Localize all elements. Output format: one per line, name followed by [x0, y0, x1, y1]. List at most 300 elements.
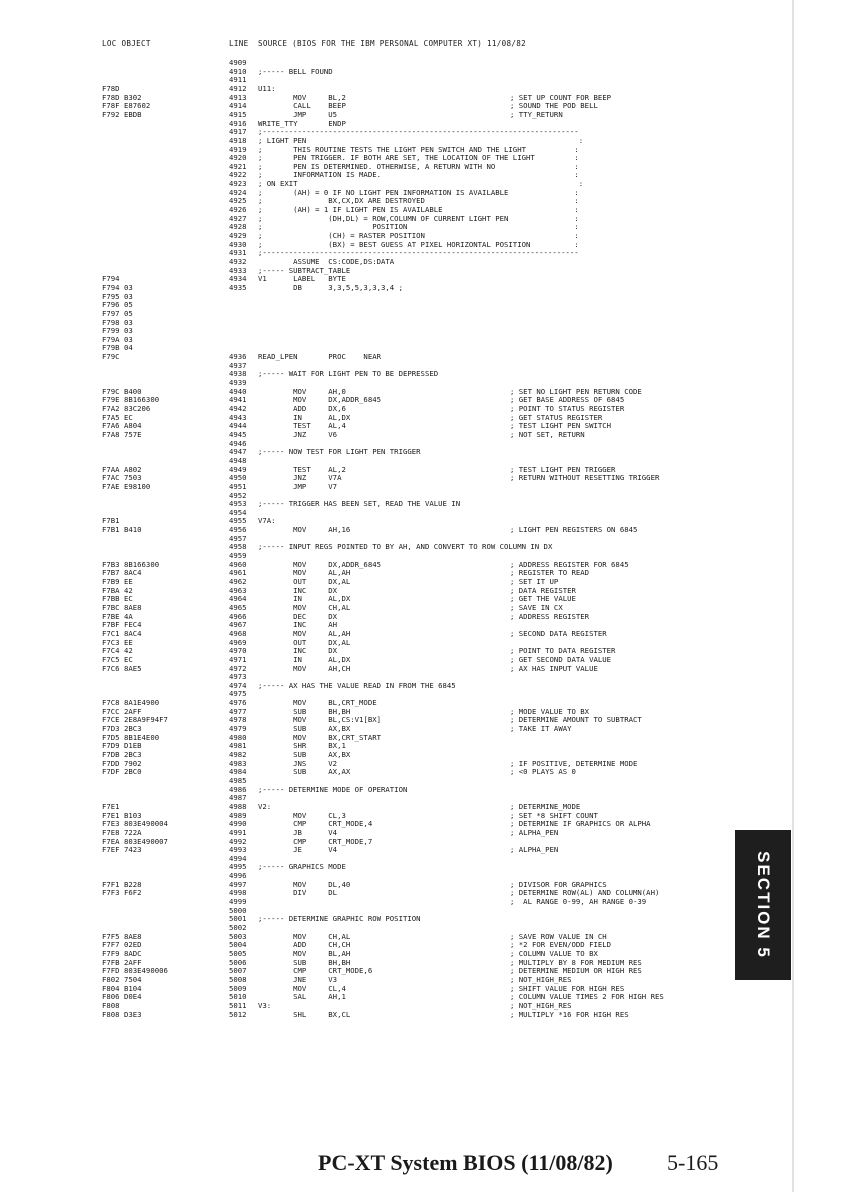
- row-source: IN AL,DX: [258, 654, 351, 664]
- row-loc-object: F7B3 8B166300: [102, 559, 160, 569]
- row-comment: ; GET THE VALUE: [510, 594, 576, 604]
- row-loc-object: F7AE E98100: [102, 481, 151, 491]
- row-source: INC AH: [258, 620, 338, 630]
- row-source: MOV CH,AL: [258, 602, 351, 612]
- row-source: TEST AL,4: [258, 421, 346, 431]
- row-line-number: 4984: [229, 767, 247, 777]
- row-comment: ; AL RANGE 0-99, AH RANGE 0-39: [510, 897, 647, 907]
- row-source: ADD CH,CH: [258, 940, 351, 950]
- row-loc-object: F799 03: [102, 326, 133, 336]
- row-line-number: 4943: [229, 412, 247, 422]
- row-line-number: 4985: [229, 775, 247, 785]
- row-loc-object: F797 05: [102, 308, 133, 318]
- row-line-number: 4997: [229, 879, 247, 889]
- row-loc-object: F7A5 EC: [102, 412, 133, 422]
- row-line-number: 4988: [229, 801, 247, 811]
- row-line-number: 4911: [229, 75, 247, 85]
- row-line-number: 4939: [229, 378, 247, 388]
- row-line-number: 4955: [229, 516, 247, 526]
- row-source: MOV AH,0: [258, 386, 346, 396]
- row-source: JNZ V7A: [258, 473, 342, 483]
- row-line-number: 4980: [229, 732, 247, 742]
- row-line-number: 4956: [229, 525, 247, 535]
- row-line-number: 5010: [229, 992, 247, 1002]
- row-source: SAL AH,1: [258, 992, 346, 1002]
- row-loc-object: F7D3 2BC3: [102, 724, 142, 734]
- row-loc-object: F7EA 803E490007: [102, 836, 168, 846]
- row-line-number: 4961: [229, 568, 247, 578]
- row-loc-object: F796 05: [102, 300, 133, 310]
- row-source: ; BX,CX,DX ARE DESTROYED :: [258, 196, 579, 206]
- row-line-number: 4964: [229, 594, 247, 604]
- row-line-number: 4986: [229, 784, 247, 794]
- row-line-number: 4972: [229, 663, 247, 673]
- row-line-number: 4928: [229, 222, 247, 232]
- row-line-number: 4981: [229, 741, 247, 751]
- row-source: JNS V2: [258, 758, 338, 768]
- row-comment: ; LIGHT PEN REGISTERS ON 6845: [510, 525, 638, 535]
- row-source: ; PEN IS DETERMINED. OTHERWISE, A RETURN WITH NO :: [258, 161, 579, 171]
- row-loc-object: F7BA 42: [102, 585, 133, 595]
- row-loc-object: F808 D3E3: [102, 1009, 142, 1019]
- row-source: ;------------------------------------------------------------------------: [258, 248, 579, 258]
- row-line-number: 4929: [229, 231, 247, 240]
- row-comment: ; NOT SET, RETURN: [510, 429, 585, 439]
- row-loc-object: F7B9 EE: [102, 577, 133, 586]
- row-line-number: 4991: [229, 827, 247, 837]
- row-line-number: 4930: [229, 239, 247, 249]
- row-source: DIV DL: [258, 888, 338, 898]
- row-line-number: 4953: [229, 499, 247, 509]
- row-loc-object: F7E3 803E490004: [102, 819, 168, 829]
- row-source: ASSUME CS:CODE,DS:DATA: [258, 256, 395, 266]
- row-loc-object: F7BC 8AE8: [102, 602, 142, 612]
- row-line-number: 4973: [229, 672, 247, 682]
- row-source: JNZ V6: [258, 429, 338, 439]
- row-line-number: 4978: [229, 715, 247, 725]
- row-source: WRITE_TTY ENDP: [258, 118, 346, 128]
- row-line-number: 4925: [229, 196, 247, 206]
- row-source: ;----- DETERMINE GRAPHIC ROW POSITION: [258, 914, 421, 924]
- row-loc-object: F7F3 F6F2: [102, 888, 142, 898]
- row-line-number: 4916: [229, 118, 247, 128]
- row-line-number: 4920: [229, 153, 247, 163]
- row-line-number: 4948: [229, 455, 247, 465]
- row-source: ;----- AX HAS THE VALUE READ IN FROM THE 6845: [258, 680, 456, 690]
- row-source: ; (CH) = RASTER POSITION :: [258, 231, 579, 240]
- row-loc-object: F7C1 8AC4: [102, 628, 142, 638]
- row-source: JE V4: [258, 845, 338, 855]
- row-line-number: 4936: [229, 352, 247, 362]
- row-line-number: 4926: [229, 205, 247, 215]
- row-source: SUB BH,BH: [258, 706, 351, 716]
- row-comment: ; *2 FOR EVEN/ODD FIELD: [510, 940, 612, 950]
- row-loc-object: F7B7 8AC4: [102, 568, 142, 578]
- row-line-number: 4933: [229, 265, 247, 275]
- row-source: V7A:: [258, 516, 276, 526]
- row-source: JMP U5: [258, 109, 338, 119]
- row-comment: ; SHIFT VALUE FOR HIGH RES: [510, 983, 625, 993]
- row-loc-object: F7FD 803E490006: [102, 966, 168, 976]
- row-line-number: 4932: [229, 256, 247, 266]
- row-source: MOV BL,CRT_MODE: [258, 698, 377, 708]
- row-line-number: 4912: [229, 83, 247, 93]
- row-line-number: 4941: [229, 395, 247, 405]
- row-loc-object: F7C5 EC: [102, 654, 133, 664]
- row-line-number: 4976: [229, 698, 247, 708]
- row-source: ;----- BELL FOUND: [258, 66, 333, 76]
- row-comment: ; DETERMINE_MODE: [510, 801, 581, 811]
- row-line-number: 4983: [229, 758, 247, 768]
- row-line-number: 4975: [229, 689, 247, 699]
- row-line-number: 5002: [229, 923, 247, 932]
- row-line-number: 4914: [229, 101, 247, 111]
- row-line-number: 5011: [229, 1000, 247, 1010]
- row-line-number: 4974: [229, 680, 247, 690]
- row-line-number: 4934: [229, 274, 247, 284]
- row-comment: ; TEST LIGHT PEN TRIGGER: [510, 464, 616, 474]
- row-loc-object: F7F1 B228: [102, 879, 142, 889]
- row-source: ; LIGHT PEN :: [258, 135, 584, 145]
- header-source: SOURCE (BIOS FOR THE IBM PERSONAL COMPUTER XT) 11/08/82: [258, 39, 526, 48]
- row-loc-object: F7F5 8AE8: [102, 931, 142, 941]
- row-source: ; ON EXIT :: [258, 179, 584, 189]
- row-comment: ; SAVE IN CX: [510, 602, 563, 612]
- row-line-number: 4909: [229, 58, 247, 67]
- row-source: CMP CRT_MODE,4: [258, 819, 373, 829]
- row-loc-object: F79C: [102, 352, 120, 362]
- row-source: ; THIS ROUTINE TESTS THE LIGHT PEN SWITCH AND THE LIGHT :: [258, 144, 579, 154]
- row-line-number: 5009: [229, 983, 247, 993]
- row-line-number: 4947: [229, 447, 247, 457]
- row-line-number: 4969: [229, 637, 247, 647]
- row-source: V1 LABEL BYTE: [258, 274, 346, 284]
- row-line-number: 4992: [229, 836, 247, 846]
- row-line-number: 4910: [229, 66, 247, 76]
- row-comment: ; DETERMINE MEDIUM OR HIGH RES: [510, 966, 642, 976]
- row-comment: ; MULTIPLY BY 8 FOR MEDIUM RES: [510, 957, 642, 967]
- row-line-number: 4971: [229, 654, 247, 664]
- row-comment: ; RETURN WITHOUT RESETTING TRIGGER: [510, 473, 660, 483]
- row-comment: ; POINT TO DATA REGISTER: [510, 646, 616, 656]
- row-comment: ; DETERMINE IF GRAPHICS OR ALPHA: [510, 819, 651, 829]
- row-loc-object: F7F7 02ED: [102, 940, 142, 950]
- row-loc-object: F795 03: [102, 291, 133, 301]
- row-line-number: 4970: [229, 646, 247, 656]
- row-source: MOV AH,16: [258, 525, 351, 535]
- row-source: JNE V3: [258, 974, 338, 984]
- row-line-number: 4959: [229, 551, 247, 561]
- row-comment: ; SAVE ROW VALUE IN CH: [510, 931, 607, 941]
- row-source: ;----- SUBTRACT_TABLE: [258, 265, 351, 275]
- row-comment: ; MULTIPLY *16 FOR HIGH RES: [510, 1009, 629, 1019]
- row-comment: ; MODE VALUE TO BX: [510, 706, 590, 716]
- row-source: SUB BH,BH: [258, 957, 351, 967]
- row-comment: ; IF POSITIVE, DETERMINE MODE: [510, 758, 638, 768]
- row-source: ;----- WAIT FOR LIGHT PEN TO BE DEPRESSED: [258, 369, 439, 379]
- row-line-number: 4951: [229, 481, 247, 491]
- row-loc-object: F794 03: [102, 282, 133, 292]
- row-line-number: 4940: [229, 386, 247, 396]
- row-source: MOV BX,CRT_START: [258, 732, 382, 742]
- row-source: SHL BX,CL: [258, 1009, 351, 1019]
- row-line-number: 5012: [229, 1009, 247, 1019]
- row-source: U11:: [258, 83, 276, 93]
- row-loc-object: F78D B302: [102, 92, 142, 102]
- row-loc-object: F7DB 2BC3: [102, 750, 142, 759]
- row-comment: ; DATA REGISTER: [510, 585, 576, 595]
- row-line-number: 4949: [229, 464, 247, 474]
- row-comment: ; SET IT UP: [510, 577, 559, 586]
- header-line: LINE: [229, 39, 249, 48]
- row-comment: ; REGISTER TO READ: [510, 568, 590, 578]
- row-loc-object: F7DD 7902: [102, 758, 142, 768]
- row-source: SHR BX,1: [258, 741, 346, 751]
- row-loc-object: F78F E87602: [102, 101, 151, 111]
- row-source: CALL BEEP: [258, 101, 346, 111]
- row-loc-object: F7C4 42: [102, 646, 133, 656]
- row-loc-object: F7F9 8ADC: [102, 948, 142, 958]
- row-source: ; PEN TRIGGER. IF BOTH ARE SET, THE LOCATION OF THE LIGHT :: [258, 153, 579, 163]
- row-loc-object: F7B1 B410: [102, 525, 142, 535]
- row-line-number: 5008: [229, 974, 247, 984]
- row-source: ; (BX) = BEST GUESS AT PIXEL HORIZONTAL POSITION :: [258, 239, 579, 249]
- row-source: MOV AL,AH: [258, 628, 351, 638]
- row-source: MOV DX,ADDR_6845: [258, 559, 382, 569]
- row-comment: ; DETERMINE AMOUNT TO SUBTRACT: [510, 715, 642, 725]
- row-comment: ; SET UP COUNT FOR BEEP: [510, 92, 612, 102]
- row-line-number: 4927: [229, 213, 247, 223]
- row-comment: ; TAKE IT AWAY: [510, 724, 572, 734]
- row-loc-object: F7E8 722A: [102, 827, 142, 837]
- row-source: IN AL,DX: [258, 594, 351, 604]
- row-loc-object: F7CE 2E8A9F94F7: [102, 715, 168, 725]
- row-loc-object: F7CC 2AFF: [102, 706, 142, 716]
- row-line-number: 5001: [229, 914, 247, 924]
- row-line-number: 4922: [229, 170, 247, 180]
- row-line-number: 4918: [229, 135, 247, 145]
- row-source: INC DX: [258, 646, 338, 656]
- row-source: ;----- DETERMINE MODE OF OPERATION: [258, 784, 408, 794]
- row-line-number: 4935: [229, 282, 247, 292]
- row-source: MOV AL,AH: [258, 568, 351, 578]
- row-loc-object: F79A 03: [102, 334, 133, 344]
- row-source: ;----- TRIGGER HAS BEEN SET, READ THE VALUE IN: [258, 499, 461, 509]
- row-comment: ; NOT_HIGH_RES: [510, 1000, 572, 1010]
- row-source: V3:: [258, 1000, 272, 1010]
- page-edge-divider: [792, 0, 794, 1192]
- row-line-number: 4946: [229, 438, 247, 448]
- row-loc-object: F79B 04: [102, 343, 133, 353]
- row-loc-object: F792 EBDB: [102, 109, 142, 119]
- row-source: READ_LPEN PROC NEAR: [258, 352, 382, 362]
- row-line-number: 4952: [229, 490, 247, 500]
- row-line-number: 4963: [229, 585, 247, 595]
- row-comment: ; GET SECOND DATA VALUE: [510, 654, 612, 664]
- row-line-number: 4950: [229, 473, 247, 483]
- row-line-number: 5004: [229, 940, 247, 950]
- row-loc-object: F7E1 B103: [102, 810, 142, 820]
- row-comment: ; COLUMN VALUE TO BX: [510, 948, 598, 958]
- row-source: MOV CL,4: [258, 983, 346, 993]
- row-source: MOV CL,3: [258, 810, 346, 820]
- row-source: ; POSITION :: [258, 222, 579, 232]
- row-line-number: 4993: [229, 845, 247, 855]
- row-line-number: 4977: [229, 706, 247, 716]
- row-source: ; (DH,DL) = ROW,COLUMN OF CURRENT LIGHT PEN :: [258, 213, 579, 223]
- row-source: IN AL,DX: [258, 412, 351, 422]
- row-loc-object: F7C6 8AE5: [102, 663, 142, 673]
- row-source: ; (AH) = 1 IF LIGHT PEN IS AVAILABLE :: [258, 205, 579, 215]
- row-comment: ; SET *8 SHIFT COUNT: [510, 810, 598, 820]
- row-comment: ; AX HAS INPUT VALUE: [510, 663, 598, 673]
- row-source: ;------------------------------------------------------------------------: [258, 127, 579, 137]
- row-loc-object: F79E 8B166300: [102, 395, 160, 405]
- row-line-number: 4919: [229, 144, 247, 154]
- row-line-number: 4989: [229, 810, 247, 820]
- row-comment: ; DIVISOR FOR GRAPHICS: [510, 879, 607, 889]
- row-source: SUB AX,BX: [258, 750, 351, 759]
- row-loc-object: F7C3 EE: [102, 637, 133, 647]
- row-line-number: 4913: [229, 92, 247, 102]
- row-source: MOV BL,AH: [258, 948, 351, 958]
- row-line-number: 4924: [229, 187, 247, 197]
- row-source: ; (AH) = 0 IF NO LIGHT PEN INFORMATION IS AVAILABLE :: [258, 187, 579, 197]
- row-line-number: 4987: [229, 793, 247, 803]
- row-line-number: 4915: [229, 109, 247, 119]
- row-source: DB 3,3,5,5,3,3,3,4 ;: [258, 282, 403, 292]
- row-line-number: 5000: [229, 905, 247, 915]
- row-loc-object: F7AC 7503: [102, 473, 142, 483]
- row-loc-object: F806 D0E4: [102, 992, 142, 1002]
- row-comment: ; SET NO LIGHT PEN RETURN CODE: [510, 386, 642, 396]
- row-loc-object: F7C8 8A1E4900: [102, 698, 160, 708]
- row-line-number: 4979: [229, 724, 247, 734]
- row-comment: ; ALPHA_PEN: [510, 845, 559, 855]
- row-line-number: 4954: [229, 507, 247, 517]
- row-line-number: 4995: [229, 862, 247, 872]
- row-source: ;----- NOW TEST FOR LIGHT PEN TRIGGER: [258, 447, 421, 457]
- page-number: 5-165: [667, 1150, 719, 1175]
- row-line-number: 4937: [229, 360, 247, 370]
- row-loc-object: F7AA A802: [102, 464, 142, 474]
- row-loc-object: F79C B400: [102, 386, 142, 396]
- row-source: DEC DX: [258, 611, 338, 621]
- row-source: SUB AX,BX: [258, 724, 351, 734]
- row-source: MOV CH,AL: [258, 931, 351, 941]
- row-comment: ; SECOND DATA REGISTER: [510, 628, 607, 638]
- row-line-number: 4994: [229, 853, 247, 863]
- row-loc-object: F7A8 757E: [102, 429, 142, 439]
- row-line-number: 5003: [229, 931, 247, 941]
- row-comment: ; SOUND THE POD BELL: [510, 101, 598, 111]
- row-comment: ; ALPHA_PEN: [510, 827, 559, 837]
- row-comment: ; COLUMN VALUE TIMES 2 FOR HIGH RES: [510, 992, 664, 1002]
- row-line-number: 4990: [229, 819, 247, 829]
- section-tab-label: SECTION 5: [754, 851, 773, 959]
- row-loc-object: F7FB 2AFF: [102, 957, 142, 967]
- row-loc-object: F7E1: [102, 801, 120, 811]
- row-loc-object: F7BF FEC4: [102, 620, 142, 630]
- row-source: ADD DX,6: [258, 404, 346, 413]
- row-loc-object: F7D5 8B1E4E00: [102, 732, 160, 742]
- row-source: MOV BL,CS:V1[BX]: [258, 715, 382, 725]
- row-line-number: 4945: [229, 429, 247, 439]
- row-line-number: 4999: [229, 897, 247, 907]
- row-source: CMP CRT_MODE,6: [258, 966, 373, 976]
- row-source: JMP V7: [258, 481, 338, 491]
- row-comment: ; NOT_HIGH_RES: [510, 974, 572, 984]
- row-source: MOV DL,40: [258, 879, 351, 889]
- row-comment: ; POINT TO STATUS REGISTER: [510, 404, 625, 413]
- row-source: JB V4: [258, 827, 338, 837]
- row-source: ;----- INPUT REGS POINTED TO BY AH, AND CONVERT TO ROW COLUMN IN DX: [258, 542, 553, 552]
- row-loc-object: F798 03: [102, 317, 133, 327]
- row-loc-object: F802 7504: [102, 974, 142, 984]
- footer-title: PC-XT System BIOS (11/08/82): [318, 1150, 613, 1175]
- row-line-number: 4960: [229, 559, 247, 569]
- row-loc-object: F7B1: [102, 516, 120, 526]
- row-line-number: 4996: [229, 871, 247, 881]
- row-source: TEST AL,2: [258, 464, 346, 474]
- header-loc-object: LOC OBJECT: [102, 39, 151, 48]
- row-line-number: 4966: [229, 611, 247, 621]
- row-source: ; INFORMATION IS MADE. :: [258, 170, 579, 180]
- row-source: MOV BL,2: [258, 92, 346, 102]
- row-line-number: 4958: [229, 542, 247, 552]
- row-loc-object: F794: [102, 274, 120, 284]
- row-source: SUB AX,AX: [258, 767, 351, 777]
- row-line-number: 4942: [229, 404, 247, 413]
- row-comment: ; GET STATUS REGISTER: [510, 412, 603, 422]
- row-source: INC DX: [258, 585, 338, 595]
- row-comment: ; <0 PLAYS AS 0: [510, 767, 576, 777]
- row-line-number: 5006: [229, 957, 247, 967]
- row-source: ;----- GRAPHICS MODE: [258, 862, 346, 872]
- row-line-number: 4944: [229, 421, 247, 431]
- row-loc-object: F7D9 D1EB: [102, 741, 142, 751]
- row-line-number: 4938: [229, 369, 247, 379]
- row-comment: ; DETERMINE ROW(AL) AND COLUMN(AH): [510, 888, 660, 898]
- row-loc-object: F7DF 2BC0: [102, 767, 142, 777]
- row-source: OUT DX,AL: [258, 577, 351, 586]
- row-loc-object: F7EF 7423: [102, 845, 142, 855]
- row-line-number: 5007: [229, 966, 247, 976]
- row-line-number: 4931: [229, 248, 247, 258]
- row-line-number: 4957: [229, 533, 247, 543]
- row-loc-object: F7BE 4A: [102, 611, 133, 621]
- row-comment: ; TEST LIGHT PEN SWITCH: [510, 421, 612, 431]
- row-loc-object: F808: [102, 1000, 120, 1010]
- row-comment: ; GET BASE ADDRESS OF 6845: [510, 395, 625, 405]
- row-source: MOV DX,ADDR_6845: [258, 395, 382, 405]
- row-source: MOV AH,CH: [258, 663, 351, 673]
- row-line-number: 4967: [229, 620, 247, 630]
- row-source: CMP CRT_MODE,7: [258, 836, 373, 846]
- row-source: V2:: [258, 801, 272, 811]
- row-comment: ; ADDRESS REGISTER FOR 6845: [510, 559, 629, 569]
- row-line-number: 4968: [229, 628, 247, 638]
- row-source: OUT DX,AL: [258, 637, 351, 647]
- row-comment: ; ADDRESS REGISTER: [510, 611, 590, 621]
- row-line-number: 4965: [229, 602, 247, 612]
- row-line-number: 4921: [229, 161, 247, 171]
- row-loc-object: F78D: [102, 83, 120, 93]
- row-line-number: 4923: [229, 179, 247, 189]
- row-loc-object: F7A6 A804: [102, 421, 142, 431]
- row-comment: ; TTY_RETURN: [510, 109, 563, 119]
- row-loc-object: F7A2 83C206: [102, 404, 151, 413]
